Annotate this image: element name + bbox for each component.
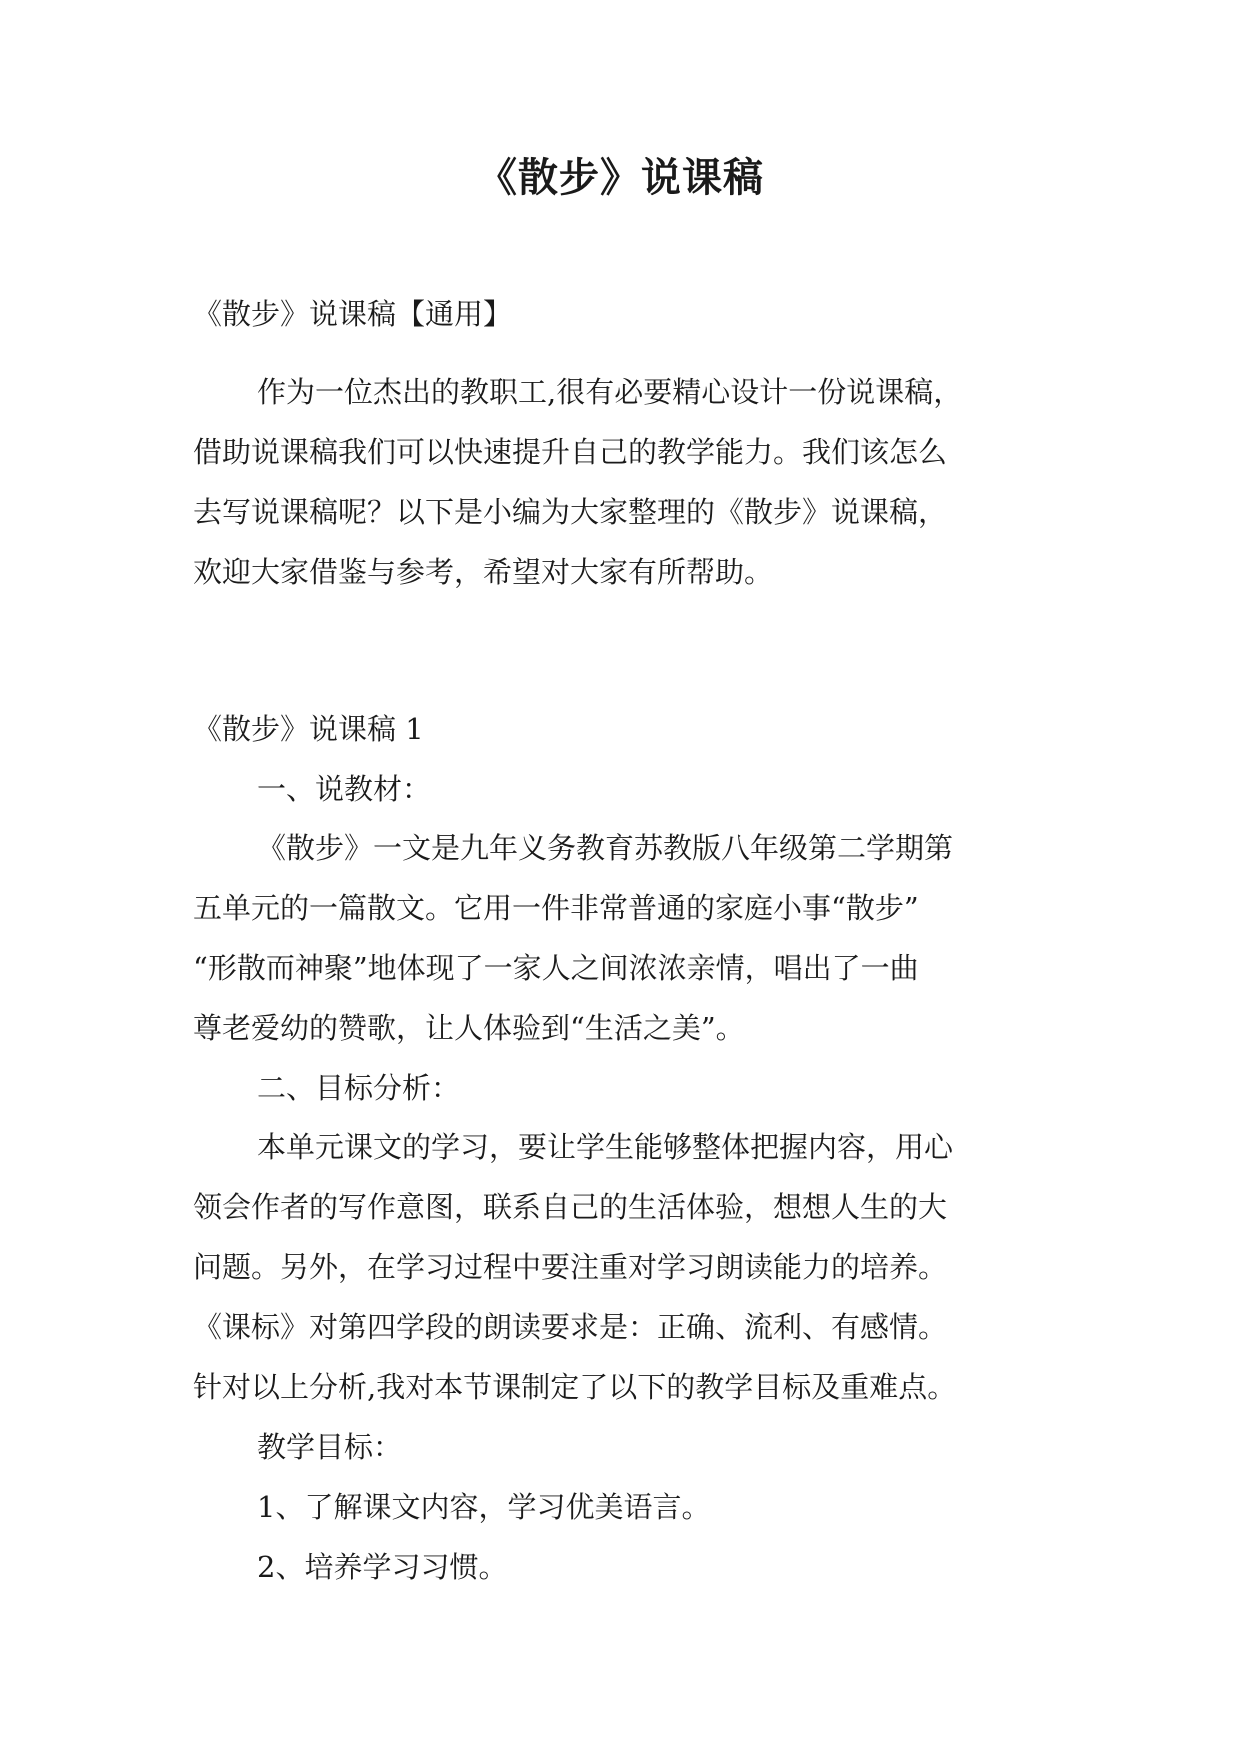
analysis-line: 领会作者的写作意图，联系自己的生活体验，想想人生的大: [193, 1190, 948, 1224]
analysis-line: 针对以上分析,我对本节课制定了以下的教学目标及重难点。: [193, 1370, 957, 1404]
intro-line: 作为一位杰出的教职工,很有必要精心设计一份说课稿，: [257, 375, 963, 409]
material-line: 尊老爱幼的赞歌，让人体验到“生活之美”。: [193, 1011, 745, 1045]
goal-item: 2、培养学习习惯。: [257, 1550, 508, 1584]
heading-teaching-goals: 教学目标：: [257, 1430, 403, 1464]
intro-line: 借助说课稿我们可以快速提升自己的教学能力。我们该怎么: [193, 435, 948, 469]
intro-paragraph: [193, 362, 1063, 602]
analysis-line: 问题。另外，在学习过程中要注重对学习朗读能力的培养。: [193, 1250, 948, 1284]
material-line: 五单元的一篇散文。它用一件非常普通的家庭小事“散步”: [193, 891, 919, 925]
analysis-line: 本单元课文的学习，要让学生能够整体把握内容，用心: [257, 1130, 954, 1164]
material-line: 《散步》一文是九年义务教育苏教版八年级第二学期第: [257, 831, 954, 865]
heading-goal-analysis: 二、目标分析：: [257, 1071, 461, 1105]
document-subtitle: 《散步》说课稿【通用】: [193, 297, 513, 331]
intro-line: 去写说课稿呢？以下是小编为大家整理的《散步》说课稿，: [193, 495, 948, 529]
heading-teaching-material: 一、说教材：: [257, 772, 432, 806]
material-paragraph: [193, 818, 1063, 1058]
section-title: 《散步》说课稿 1: [193, 712, 424, 746]
analysis-line: 《课标》对第四学段的朗读要求是：正确、流利、有感情。: [193, 1310, 948, 1344]
goal-item: 1、了解课文内容，学习优美语言。: [257, 1490, 711, 1524]
page-title: 《散步》说课稿: [477, 154, 764, 201]
analysis-paragraph: [193, 1117, 1063, 1417]
material-line: “形散而神聚”地体现了一家人之间浓浓亲情，唱出了一曲: [193, 951, 919, 985]
intro-line: 欢迎大家借鉴与参考，希望对大家有所帮助。: [193, 555, 774, 589]
